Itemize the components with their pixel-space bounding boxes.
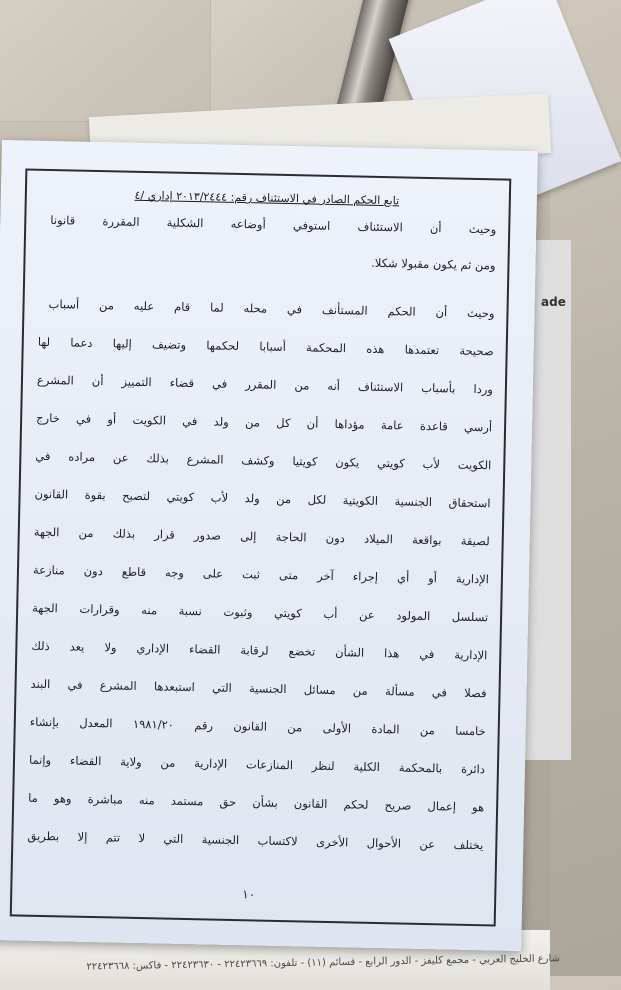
text-line: صحيحة تعتمدها هذه المحكمة أسبابا لحكمها وتضيف إليها دعما لها <box>37 334 494 359</box>
text-line: دائرة بالمحكمة الكلية لنظر المنازعات الإدارية من ولاية القضاء وإنما <box>28 752 486 777</box>
floor-tile <box>0 0 222 122</box>
text-line: الكويت لأب كويتي يكون كويتيا وكشف المشرع بذلك عن مراده في <box>35 448 492 473</box>
text-line: ومن ثم يكون مقبولا شكلا. <box>371 255 496 273</box>
footer-address: شارع الخليج العربي - مجمع كليفز - الدور الرابع - قسائم (١١) - تلفون: ٢٢٤٢٣٦٦٩ - ٢٢٤٢٣٦٣٠ - فاكس: ٢٢٤٢٣٦٦٨ <box>86 953 561 973</box>
text-line: الإدارية في هذا الشأن تخضع لرقابة القضاء الإداري ولا يعد ذلك <box>31 638 488 663</box>
text-line: خامسا من المادة الأولى من القانون رقم ١٩٨١/٢٠ المعدل بإنشاء <box>29 714 486 739</box>
side-sheet-text: ade <box>541 295 566 309</box>
text-line: فصلا في مسألة من مسائل الجنسية التي استبعدها المشرع في البند <box>30 676 487 701</box>
text-line: لصيقة بواقعة الميلاد دون الحاجة إلى صدور قرار بذلك من الجهة <box>33 524 490 549</box>
text-line: وحيث أن الاستئناف استوفي أوضاعه الشكلية المقررة قانونا <box>50 213 497 237</box>
text-line: وردا بأسباب الاستئناف أنه من المقرر في قضاء التمييز أن المشرع <box>36 372 494 397</box>
page-border <box>10 168 512 926</box>
text-line: أرسي قاعدة عامة مؤداها أن كل من ولد في الكويت أو في خارج <box>36 410 493 435</box>
document-header: تابع الحكم الصادر في الاستئناف رقم: ٢٠١٣/٢٤٤٤ إداري /٤ <box>134 188 400 208</box>
text-line: وحيث أن الحكم المستأنف في محله لما قام عليه من أسباب <box>48 297 495 321</box>
document-page <box>0 140 538 951</box>
text-line: هو إعمال صريح لحكم القانون بشأن حق مستمد منه مباشرة وهو ما <box>28 790 485 815</box>
text-line: استحقاق الجنسية الكويتية لكل من ولد لأب كويتي لتصبح بقوة القانون <box>34 486 491 511</box>
page-number: ١٠ <box>242 887 256 902</box>
text-line: يختلف عن الأحوال الأخرى لاكتساب الجنسية التي لا تتم إلا بطريق <box>27 828 484 853</box>
text-line: تسلسل المولود عن أب كويتي وثبوت نسبة منه وقرارات الجهة <box>32 600 489 625</box>
text-line: الإدارية أو أي إجراء آخر متى ثبت على وجه قاطع دون منازعة <box>32 562 490 587</box>
